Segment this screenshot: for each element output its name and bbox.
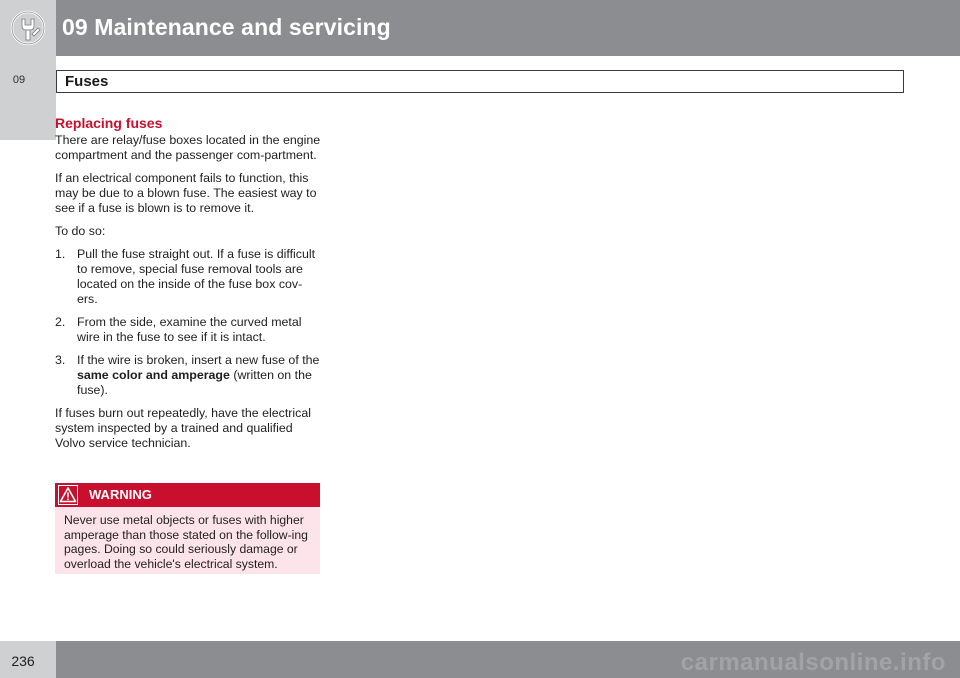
article-content [55,116,321,459]
list-item [55,315,321,345]
paragraph-repeat-burnout: If fuses burn out repeatedly, have the electrical system inspected by a trained and qualified Volvo service technician. [55,406,311,450]
paragraph-blown-fuse: If an electrical component fails to function, this may be due to a blown fuse. The easiest way to see if a fuse is blown is to remove it. [55,171,317,215]
watermark: carmanualsonline.info [680,649,946,676]
step-text-bold: same color and amperage [77,368,230,382]
article-heading: Replacing fuses [55,115,163,131]
step-number: 2. [55,315,66,329]
chapter-tab-label: 09 [12,74,26,86]
step-text-pre: If the wire is broken, insert a new fuse of the [77,353,320,367]
header-icon-box [0,0,56,56]
step-text [77,353,321,398]
paragraph-relay-boxes: There are relay/fuse boxes located in the engine compartment and the passenger com-partment. [55,133,321,162]
step-number: 1. [55,247,66,261]
section-bar [56,70,904,93]
page-header [0,0,960,56]
warning-text: Never use metal objects or fuses with higher amperage than those stated on the follow-ing pages. Doing so could seriously damage or overload the vehicle's electrical system. [64,513,308,571]
warning-triangle-icon [58,485,78,505]
page-number-box [0,641,56,678]
wrench-gear-icon [8,8,48,48]
warning-label: WARNING [89,487,152,502]
paragraph-to-do-so: To do so: [55,224,106,238]
step-text: From the side, examine the curved metal wire in the fuse to see if it is intact. [77,315,302,344]
chapter-title: 09 Maintenance and servicing [62,14,391,40]
step-text: Pull the fuse straight out. If a fuse is difficult to remove, special fuse removal tools are located on the inside of the fuse box cov-ers. [77,247,316,306]
warning-header [55,483,320,507]
section-title: Fuses [65,73,109,90]
step-number: 3. [55,353,66,367]
step-text-post: (written on the fuse). [77,368,312,397]
page-footer [0,641,960,678]
page-number: 236 [11,653,35,669]
steps-list [55,247,321,398]
list-item [55,353,321,398]
chapter-tab [0,56,56,140]
warning-box [55,483,320,574]
list-item [55,247,321,307]
